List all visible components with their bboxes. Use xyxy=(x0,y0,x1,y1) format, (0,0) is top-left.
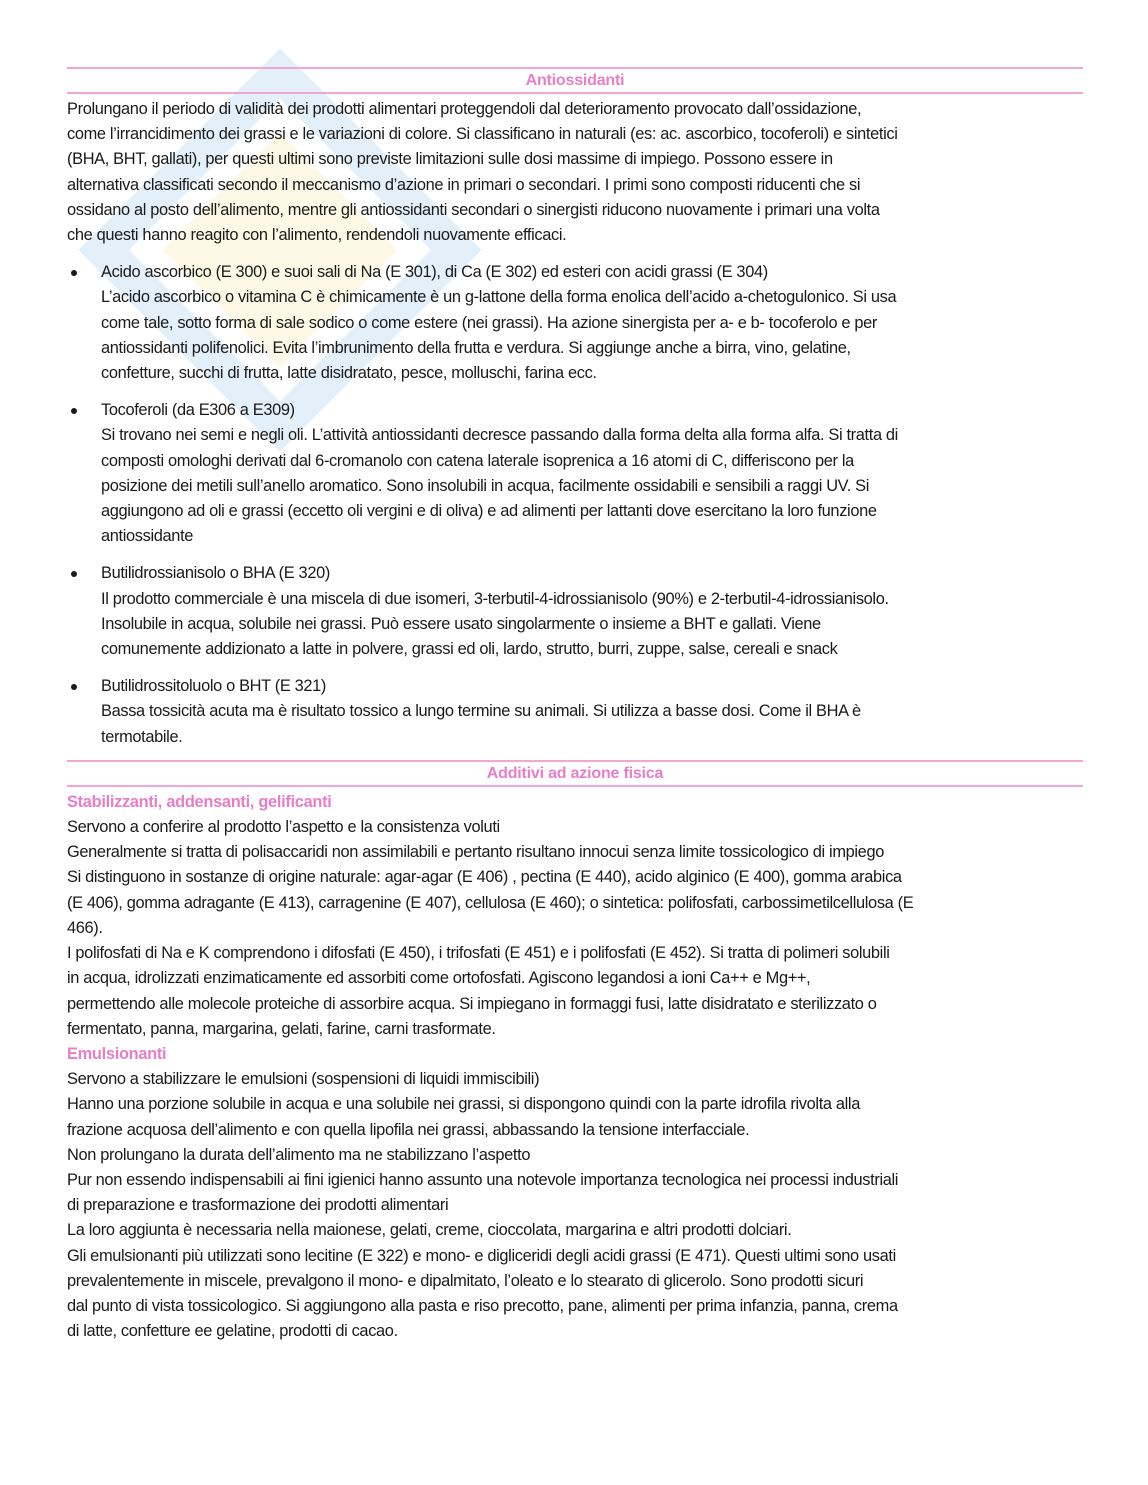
text-line: aggiungono ad oli e grassi (eccetto oli vergini e di oliva) e ad alimenti per lattanti dove esercitano la loro funzione xyxy=(101,502,877,521)
bullet-icon xyxy=(71,684,77,690)
text-line: Si distinguono in sostanze di origine naturale: agar-agar (E 406) , pectina (E 440), acido alginico (E 400), gomma arabica xyxy=(67,868,902,887)
list-item xyxy=(67,398,1083,549)
text-line: di latte, confetture ee gelatine, prodotti di cacao. xyxy=(67,1322,398,1341)
list-item-title: Butilidrossianisolo o BHA (E 320) xyxy=(101,564,330,583)
text-line: confetture, succhi di frutta, latte disidratato, pesce, molluschi, farina ecc. xyxy=(101,364,597,383)
list-item xyxy=(67,561,1083,662)
text-line: L’acido ascorbico o vitamina C è chimicamente è un g-lattone della forma enolica dell’acido a-chetogulonico. Si usa xyxy=(101,288,897,307)
text-line: ossidano al posto dell’alimento, mentre gli antiossidanti secondari o sinergisti riducono nuovamente i primari una volta xyxy=(67,200,880,219)
bullet-icon xyxy=(71,270,77,276)
subsection-heading: Emulsionanti xyxy=(67,1044,167,1063)
list-item-title: Tocoferoli (da E306 a E309) xyxy=(101,401,295,420)
text-line: Prolungano il periodo di validità dei prodotti alimentari proteggendoli dal deterioramento provocato dall’ossidazione, xyxy=(67,100,862,118)
section-heading-additivi-fisica: Additivi ad azione fisica xyxy=(67,760,1083,787)
text-line: Il prodotto commerciale è una miscela di due isomeri, 3-terbutil-4-idrossianisolo (90%) e 2-terbutil-4-idrossianisolo. xyxy=(101,589,889,608)
text-line: alternativa classificati secondo il meccanismo d’azione in primari o secondari. I primi sono composti riducenti che si xyxy=(67,175,861,194)
text-line: Si trovano nei semi e negli oli. L’attività antiossidanti decresce passando dalla forma delta alla forma alfa. Si tratta di xyxy=(101,426,898,445)
text-line: antiossidante xyxy=(101,527,194,546)
list-item xyxy=(67,260,1083,386)
text-line: come tale, sotto forma di sale sodico o come estere (nei grassi). Ha azione sinergista per a- e b- tocoferolo e per xyxy=(101,313,878,332)
section-heading-antiossidanti: Antiossidanti xyxy=(67,67,1083,94)
list-item xyxy=(67,674,1083,750)
text-line: come l’irrancidimento dei grassi e le variazioni di colore. Si classificano in naturali (es: ac. ascorbico, tocoferoli) e sintetici xyxy=(67,125,898,144)
text-line: antiossidanti polifenolici. Evita l’imbrunimento della frutta e verdura. Si aggiunge anche a birra, vino, gelatine, xyxy=(101,338,851,357)
text-line: in acqua, idrolizzati enzimaticamente ed assorbiti come ortofosfati. Agiscono legandosi a ioni Ca++ e Mg++, xyxy=(67,969,811,988)
subsections xyxy=(67,790,1083,1344)
text-line: Pur non essendo indispensabili ai fini igienici hanno assunto una notevole importanza tecnologica nei processi industriali xyxy=(67,1170,899,1189)
text-line: permettendo alle molecole proteiche di assorbire acqua. Si impiegano in formaggi fusi, latte disidratato e sterilizzato o xyxy=(67,994,877,1013)
text-line: Bassa tossicità acuta ma è risultato tossico a lungo termine su animali. Si utilizza a basse dosi. Come il BHA è xyxy=(101,702,861,721)
bullet-icon xyxy=(71,408,77,414)
text-line: termotabile. xyxy=(101,727,183,746)
text-line: Gli emulsionanti più utilizzati sono lecitine (E 322) e mono- e digliceridi degli acidi grassi (E 471). Questi ultimi sono usati xyxy=(67,1246,896,1265)
text-line: dal punto di vista tossicologico. Si aggiungono alla pasta e riso precotto, pane, alimenti per prima infanzia, panna, crema xyxy=(67,1296,898,1315)
bullet-icon xyxy=(71,571,77,577)
text-line: Servono a conferire al prodotto l’aspetto e la consistenza voluti xyxy=(67,818,500,837)
text-line: posizione dei metili sull’anello aromatico. Sono insolubili in acqua, facilmente ossidabili e sensibili a raggi UV. Si xyxy=(101,476,870,495)
text-line: 466). xyxy=(67,918,103,937)
text-line: Insolubile in acqua, solubile nei grassi. Può essere usato singolarmente o insieme a BHT e gallati. Viene xyxy=(101,614,821,633)
text-line: (BHA, BHT, gallati), per questi ultimi sono previste limitazioni sulle dosi massime di impiego. Possono essere in xyxy=(67,150,833,169)
text-line: Servono a stabilizzare le emulsioni (sospensioni di liquidi immiscibili) xyxy=(67,1070,540,1089)
text-line: frazione acquosa dell’alimento e con quella lipofila nei grassi, abbassando la tensione interfacciale. xyxy=(67,1120,750,1139)
text-line: composti omologhi derivati dal 6-cromanolo con catena laterale isoprenica a 16 atomi di C, differiscono per la xyxy=(101,451,854,470)
document-page xyxy=(67,67,1083,1344)
list-item-title: Butilidrossitoluolo o BHT (E 321) xyxy=(101,677,327,696)
intro-paragraph xyxy=(67,97,1083,248)
text-line: Non prolungano la durata dell’alimento ma ne stabilizzano l’aspetto xyxy=(67,1145,531,1164)
text-line: La loro aggiunta è necessaria nella maionese, gelati, creme, cioccolata, margarina e altri prodotti dolciari. xyxy=(67,1221,792,1240)
text-line: I polifosfati di Na e K comprendono i difosfati (E 450), i trifosfati (E 451) e i polifosfati (E 452). Si tratta di polimeri solubili xyxy=(67,944,890,963)
bullet-list xyxy=(67,260,1083,750)
text-line: comunemente addizionato a latte in polvere, grassi ed oli, lardo, strutto, burri, zuppe, salse, cereali e snack xyxy=(101,640,838,659)
text-line: Hanno una porzione solubile in acqua e una solubile nei grassi, si dispongono quindi con la parte idrofila rivolta alla xyxy=(67,1095,860,1114)
text-line: (E 406), gomma adragante (E 413), carragenine (E 407), cellulosa (E 460); o sintetica: polifosfati, carbossimetilcellulosa (E xyxy=(67,893,914,912)
subsection-heading: Stabilizzanti, addensanti, gelificanti xyxy=(67,792,332,811)
text-line: fermentato, panna, margarina, gelati, farine, carni trasformate. xyxy=(67,1019,496,1038)
text-line: che questi hanno reagito con l’alimento, rendendoli nuovamente efficaci. xyxy=(67,226,567,245)
text-line: Generalmente si tratta di polisaccaridi non assimilabili e pertanto risultano innocui senza limite tossicologico di impiego xyxy=(67,843,884,862)
text-line: prevalentemente in miscele, prevalgono il mono- e dipalmitato, l’oleato e lo stearato di glicerolo. Sono prodotti sicuri xyxy=(67,1271,864,1290)
list-item-title: Acido ascorbico (E 300) e suoi sali di Na (E 301), di Ca (E 302) ed esteri con acidi grassi (E 304) xyxy=(101,263,768,282)
text-line: di preparazione e trasformazione dei prodotti alimentari xyxy=(67,1196,449,1215)
